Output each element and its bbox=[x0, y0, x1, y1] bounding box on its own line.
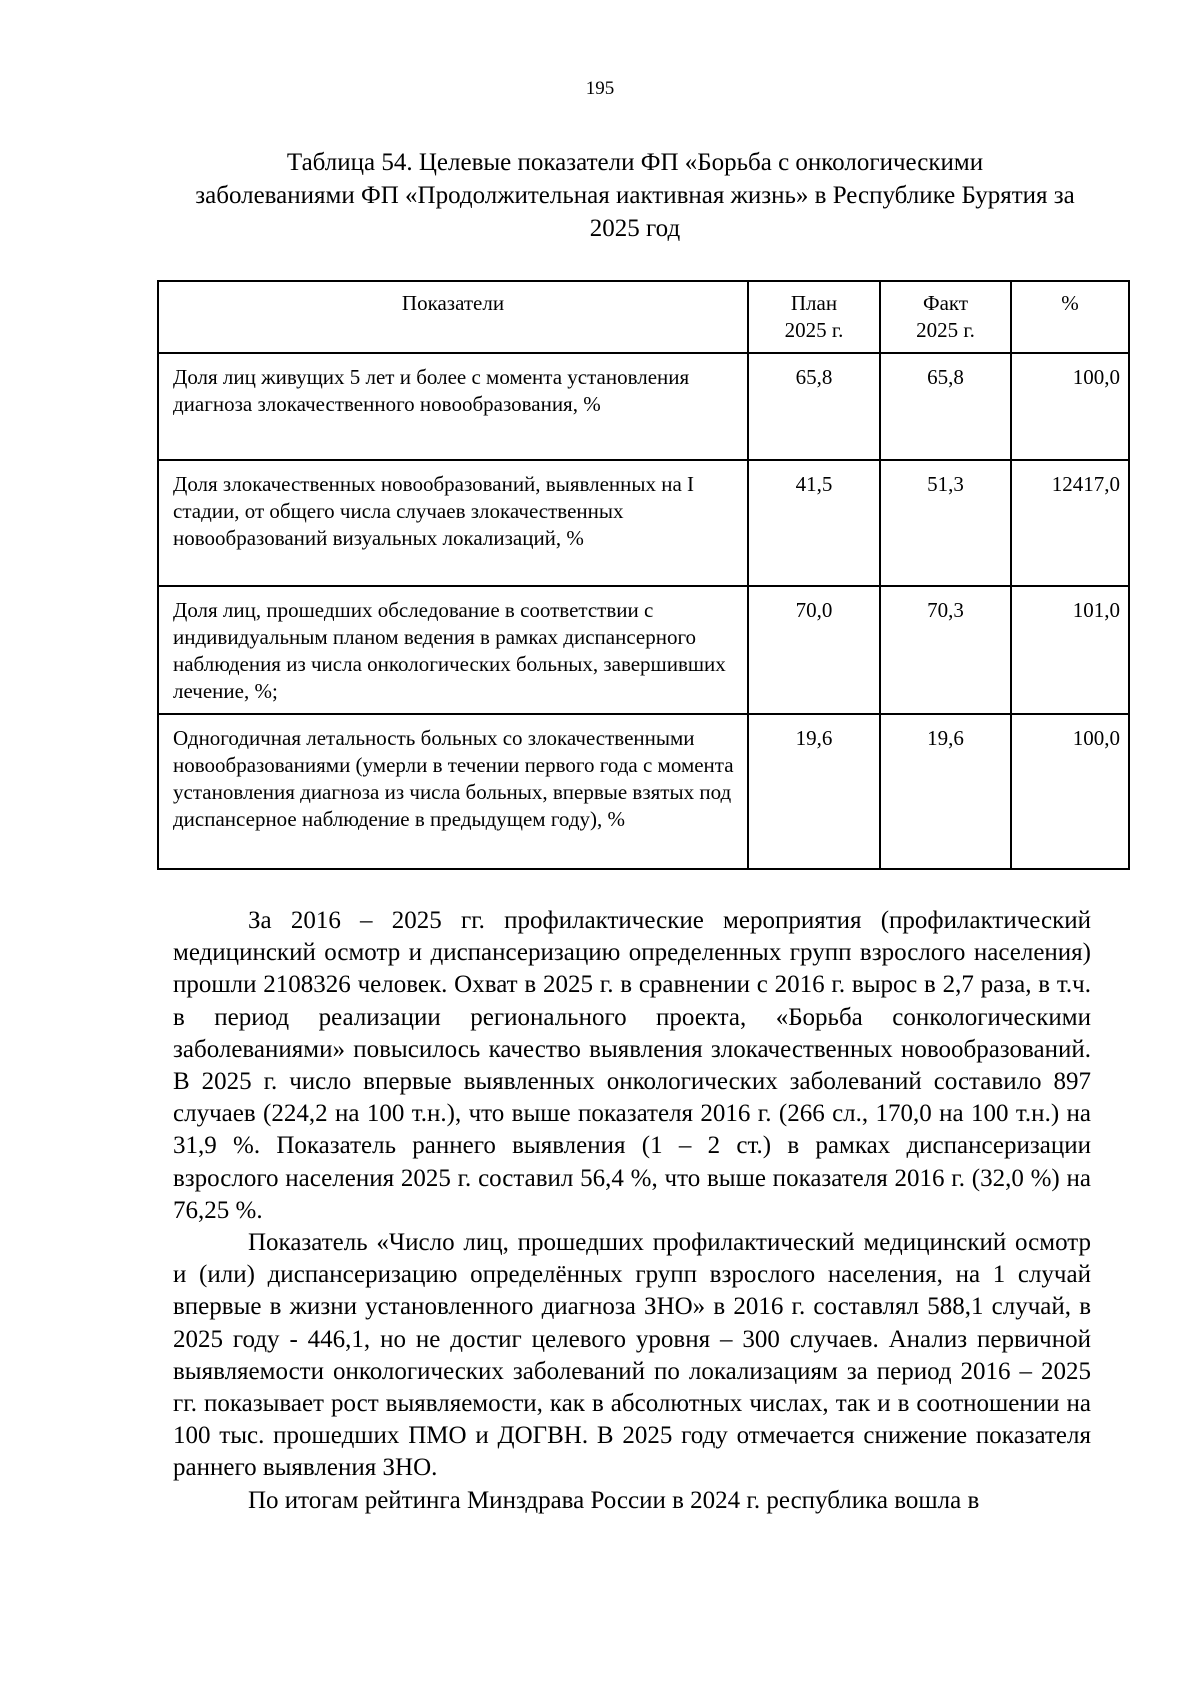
page-number: 195 bbox=[585, 78, 615, 99]
cell-fact: 70,3 bbox=[880, 586, 1011, 714]
header-plan-label: План bbox=[790, 291, 838, 315]
header-fact bbox=[880, 281, 1011, 353]
header-fact-year: 2025 г. bbox=[916, 318, 975, 342]
cell-plan: 41,5 bbox=[748, 460, 880, 586]
table-header-row bbox=[158, 281, 1129, 353]
header-percent-label: % bbox=[1061, 291, 1079, 315]
table-row bbox=[158, 460, 1129, 586]
header-fact-label: Факт bbox=[922, 291, 968, 315]
cell-indicator: Доля лиц, прошедших обследование в соответствии с индивидуальным планом ведения в рамках диспансерного наблюдения из числа онкологических больных, завершивших лечение, %; bbox=[158, 586, 748, 714]
table-row bbox=[158, 714, 1129, 869]
cell-percent: 100,0 bbox=[1011, 353, 1129, 460]
cell-indicator: Доля злокачественных новообразований, выявленных на I стадии, от общего числа случаев злокачественных новообразований визуальных локализаций, % bbox=[158, 460, 748, 586]
cell-indicator: Одногодичная летальность больных со злокачественными новообразованиями (умерли в течении первого года с момента установления диагноза из числа больных, впервые взятых под диспансерное наблюдение в предыдущем году), % bbox=[158, 714, 748, 869]
header-indicators-label: Показатели bbox=[401, 291, 505, 315]
table-row bbox=[158, 353, 1129, 460]
cell-fact: 51,3 bbox=[880, 460, 1011, 586]
table-row bbox=[158, 586, 1129, 714]
body-text bbox=[173, 905, 1091, 1517]
paragraph: Показатель «Число лиц, прошедших профилактический медицинский осмотр и (или) диспансеризацию определённых групп взрослого населения, на 1 случай впервые в жизни установленного диагноза ЗНО» в 2016 г. составлял 588,1 случай, в 2025 году - 446,1, но не достиг целевого уровня – 300 случаев. Анализ первичной выявляемости онкологических заболеваний по локализациям за период 2016 – 2025 гг. показывает рост выявляемости, как в абсолютных числах, так и в соотношении на 100 тыс. прошедших ПМО и ДОГВН. В 2025 году отмечается снижение показателя раннего выявления ЗНО. bbox=[173, 1229, 1091, 1482]
table-title-line-2: заболеваниями ФП «Продолжительная иактивная жизнь» в Республике Бурятия за 2025 год bbox=[195, 182, 1075, 242]
header-indicators bbox=[158, 281, 748, 353]
header-percent bbox=[1011, 281, 1129, 353]
header-plan-year: 2025 г. bbox=[784, 318, 844, 342]
cell-plan: 70,0 bbox=[748, 586, 880, 714]
table-title-line-1: Таблица 54. Целевые показатели ФП «Борьба с онкологическими bbox=[286, 149, 984, 176]
indicators-table bbox=[157, 280, 1130, 870]
table-title bbox=[190, 146, 1080, 245]
cell-fact: 19,6 bbox=[880, 714, 1011, 869]
cell-percent: 100,0 bbox=[1011, 714, 1129, 869]
cell-indicator: Доля лиц живущих 5 лет и более с момента установления диагноза злокачественного новообразования, % bbox=[158, 353, 748, 460]
cell-plan: 19,6 bbox=[748, 714, 880, 869]
header-plan bbox=[748, 281, 880, 353]
paragraph: За 2016 – 2025 гг. профилактические мероприятия (профилактический медицинский осмотр и диспансеризацию определенных групп взрослого населения) прошли 2108326 человек. Охват в 2025 г. в сравнении с 2016 г. вырос в 2,7 раза, в т.ч. в период реализации регионального проекта, «Борьба сонкологическими заболеваниями» повысилось качество выявления злокачественных новообразований. В 2025 г. число впервые выявленных онкологических заболеваний составило 897 случаев (224,2 на 100 т.н.), что выше показателя 2016 г. (266 сл., 170,0 на 100 т.н.) на 31,9 %. Показатель раннего выявления (1 – 2 ст.) в рамках диспансеризации взрослого населения 2025 г. составил 56,4 %, что выше показателя 2016 г. (32,0 %) на 76,25 %. bbox=[173, 907, 1091, 1224]
cell-fact: 65,8 bbox=[880, 353, 1011, 460]
cell-percent: 101,0 bbox=[1011, 586, 1129, 714]
cell-percent: 12417,0 bbox=[1011, 460, 1129, 586]
paragraph: По итогам рейтинга Минздрава России в 2024 г. республика вошла в bbox=[248, 1486, 980, 1514]
cell-plan: 65,8 bbox=[748, 353, 880, 460]
